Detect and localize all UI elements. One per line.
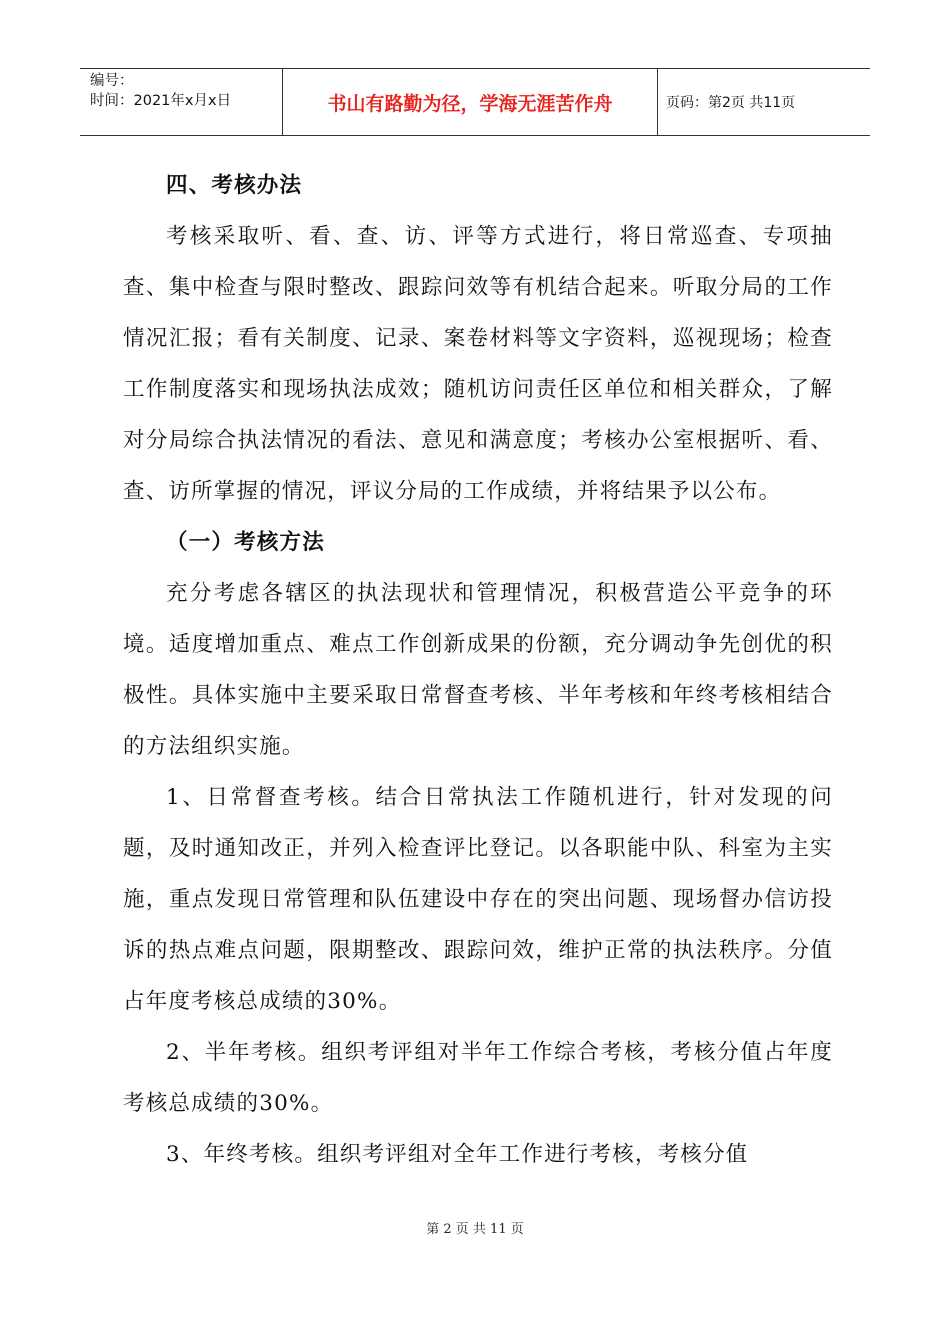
document-time: 时间：2021年x月x日 (90, 93, 232, 109)
subsection-heading: （一）考核方法 (166, 530, 325, 555)
page-header (80, 68, 870, 136)
section-heading: 四、考核办法 (166, 173, 303, 198)
header-meta (80, 69, 283, 135)
body-paragraph: 1、日常督查考核。结合日常执法工作随机进行，针对发现的问题，及时通知改正，并列入检查评比登记。以各职能中队、科室为主实施，重点发现日常管理和队伍建设中存在的突出问题、现场督办信访投诉的热点难点问题，限期整改、跟踪问效，维护正常的执法秩序。分值占年度考核总成绩的30%。 (123, 785, 833, 1014)
body-paragraph: 2、半年考核。组织考评组对半年工作综合考核，考核分值占年度考核总成绩的30%。 (123, 1040, 833, 1116)
header-page-code: 页码：第2页 共11页 (666, 95, 796, 111)
header-motto: 书山有路勤为径，学海无涯苦作舟 (283, 69, 658, 135)
body-paragraph: 充分考虑各辖区的执法现状和管理情况，积极营造公平竞争的环境。适度增加重点、难点工作创新成果的份额，充分调动争先创优的积极性。具体实施中主要采取日常督查考核、半年考核和年终考核相结合的方法组织实施。 (123, 581, 833, 759)
document-number: 编号： (90, 73, 134, 89)
body-paragraph: 3、年终考核。组织考评组对全年工作进行考核，考核分值 (166, 1142, 749, 1167)
body-paragraph: 考核采取听、看、查、访、评等方式进行，将日常巡查、专项抽查、集中检查与限时整改、跟踪问效等有机结合起来。听取分局的工作情况汇报；看有关制度、记录、案卷材料等文字资料，巡视现场；检查工作制度落实和现场执法成效；随机访问责任区单位和相关群众，了解对分局综合执法情况的看法、意见和满意度；考核办公室根据听、看、查、访所掌握的情况，评议分局的工作成绩，并将结果予以公布。 (123, 224, 833, 504)
document-body (123, 160, 833, 1180)
page-footer: 第 2 页 共 11 页 (426, 1222, 524, 1237)
